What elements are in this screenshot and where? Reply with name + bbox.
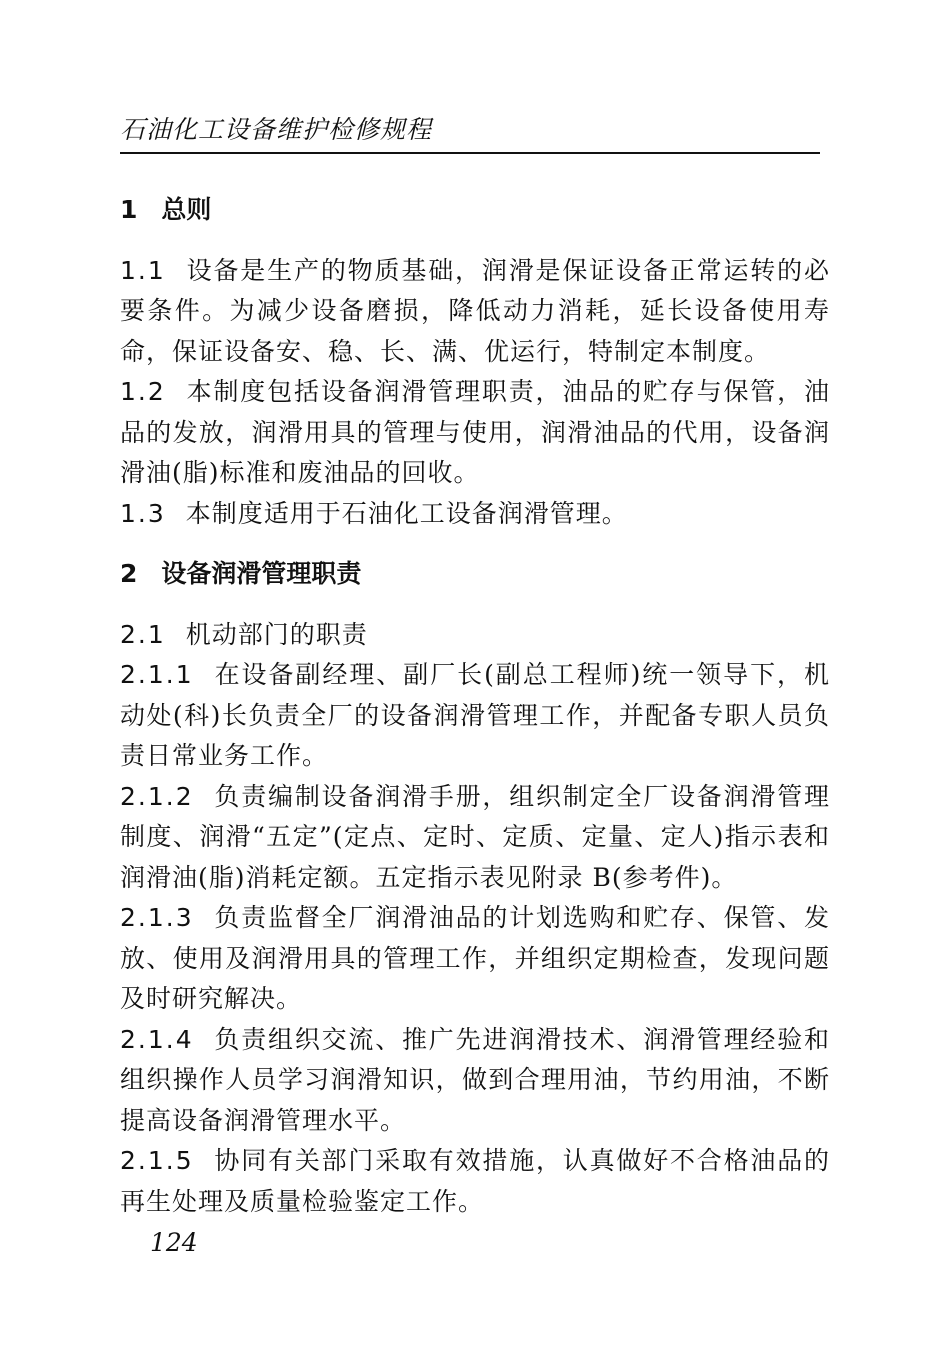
paragraph-2-1-2 (120, 777, 830, 899)
paragraph-text: 机动部门的职责 (185, 619, 368, 649)
paragraph-2-1 (120, 615, 830, 656)
paragraph-number: 2.1.5 (120, 1146, 194, 1175)
paragraph-number: 1.2 (120, 377, 166, 406)
paragraph-text: 设备是生产的物质基础，润滑是保证设备正常运转的必要条件。为减少设备磨损，降低动力消耗，延长设备使用寿命，保证设备安、稳、长、满、优运行，特制定本制度。 (120, 255, 830, 366)
paragraph-text: 负责监督全厂润滑油品的计划选购和贮存、保管、发放、使用及润滑用具的管理工作，并组织定期检查，发现问题及时研究解决。 (120, 903, 830, 1013)
paragraph-text: 负责组织交流、推广先进润滑技术、润滑管理经验和组织操作人员学习润滑知识，做到合理用油，节约用油，不断提高设备润滑管理水平。 (120, 1024, 830, 1135)
paragraph-number: 2.1 (120, 619, 166, 649)
section-number: 1 (120, 195, 138, 224)
section-title: 总则 (161, 195, 212, 224)
paragraph-1-1 (120, 251, 830, 373)
paragraph-text: 本制度包括设备润滑管理职责，油品的贮存与保管，油品的发放，润滑用具的管理与使用，润滑油品的代用，设备润滑油(脂)标准和废油品的回收。 (120, 377, 830, 487)
paragraph-number: 1.1 (120, 255, 166, 285)
paragraph-2-1-1 (120, 655, 830, 777)
paragraph-number: 2.1.3 (120, 903, 194, 932)
section-heading-1 (120, 190, 830, 231)
header-rule (120, 152, 820, 154)
section-heading-2 (120, 554, 830, 595)
paragraph-text: 本制度适用于石油化工设备润滑管理。 (185, 498, 628, 528)
section-number: 2 (120, 559, 138, 588)
paragraph-2-1-3 (120, 898, 830, 1020)
paragraph-2-1-5 (120, 1141, 830, 1222)
paragraph-text: 协同有关部门采取有效措施，认真做好不合格油品的再生处理及质量检验鉴定工作。 (120, 1146, 830, 1216)
paragraph-number: 2.1.4 (120, 1024, 194, 1054)
paragraph-text: 在设备副经理、副厂长(副总工程师)统一领导下，机动处(科)长负责全厂的设备润滑管理工作，并配备专职人员负责日常业务工作。 (120, 660, 830, 770)
section-title: 设备润滑管理职责 (161, 559, 362, 588)
paragraph-2-1-4 (120, 1020, 830, 1142)
paragraph-1-3 (120, 494, 830, 535)
paragraph-text: 负责编制设备润滑手册，组织制定全厂设备润滑管理制度、润滑“五定”(定点、定时、定质、定量、定人)指示表和润滑油(脂)消耗定额。五定指示表见附录 B(参考件)。 (120, 781, 830, 892)
running-header: 石油化工设备维护检修规程 (120, 115, 433, 144)
paragraph-1-2 (120, 372, 830, 494)
paragraph-number: 2.1.1 (120, 660, 194, 689)
paragraph-number: 1.3 (120, 498, 166, 528)
page-number: 124 (150, 1228, 198, 1257)
page-body (120, 190, 830, 1222)
paragraph-number: 2.1.2 (120, 781, 194, 811)
